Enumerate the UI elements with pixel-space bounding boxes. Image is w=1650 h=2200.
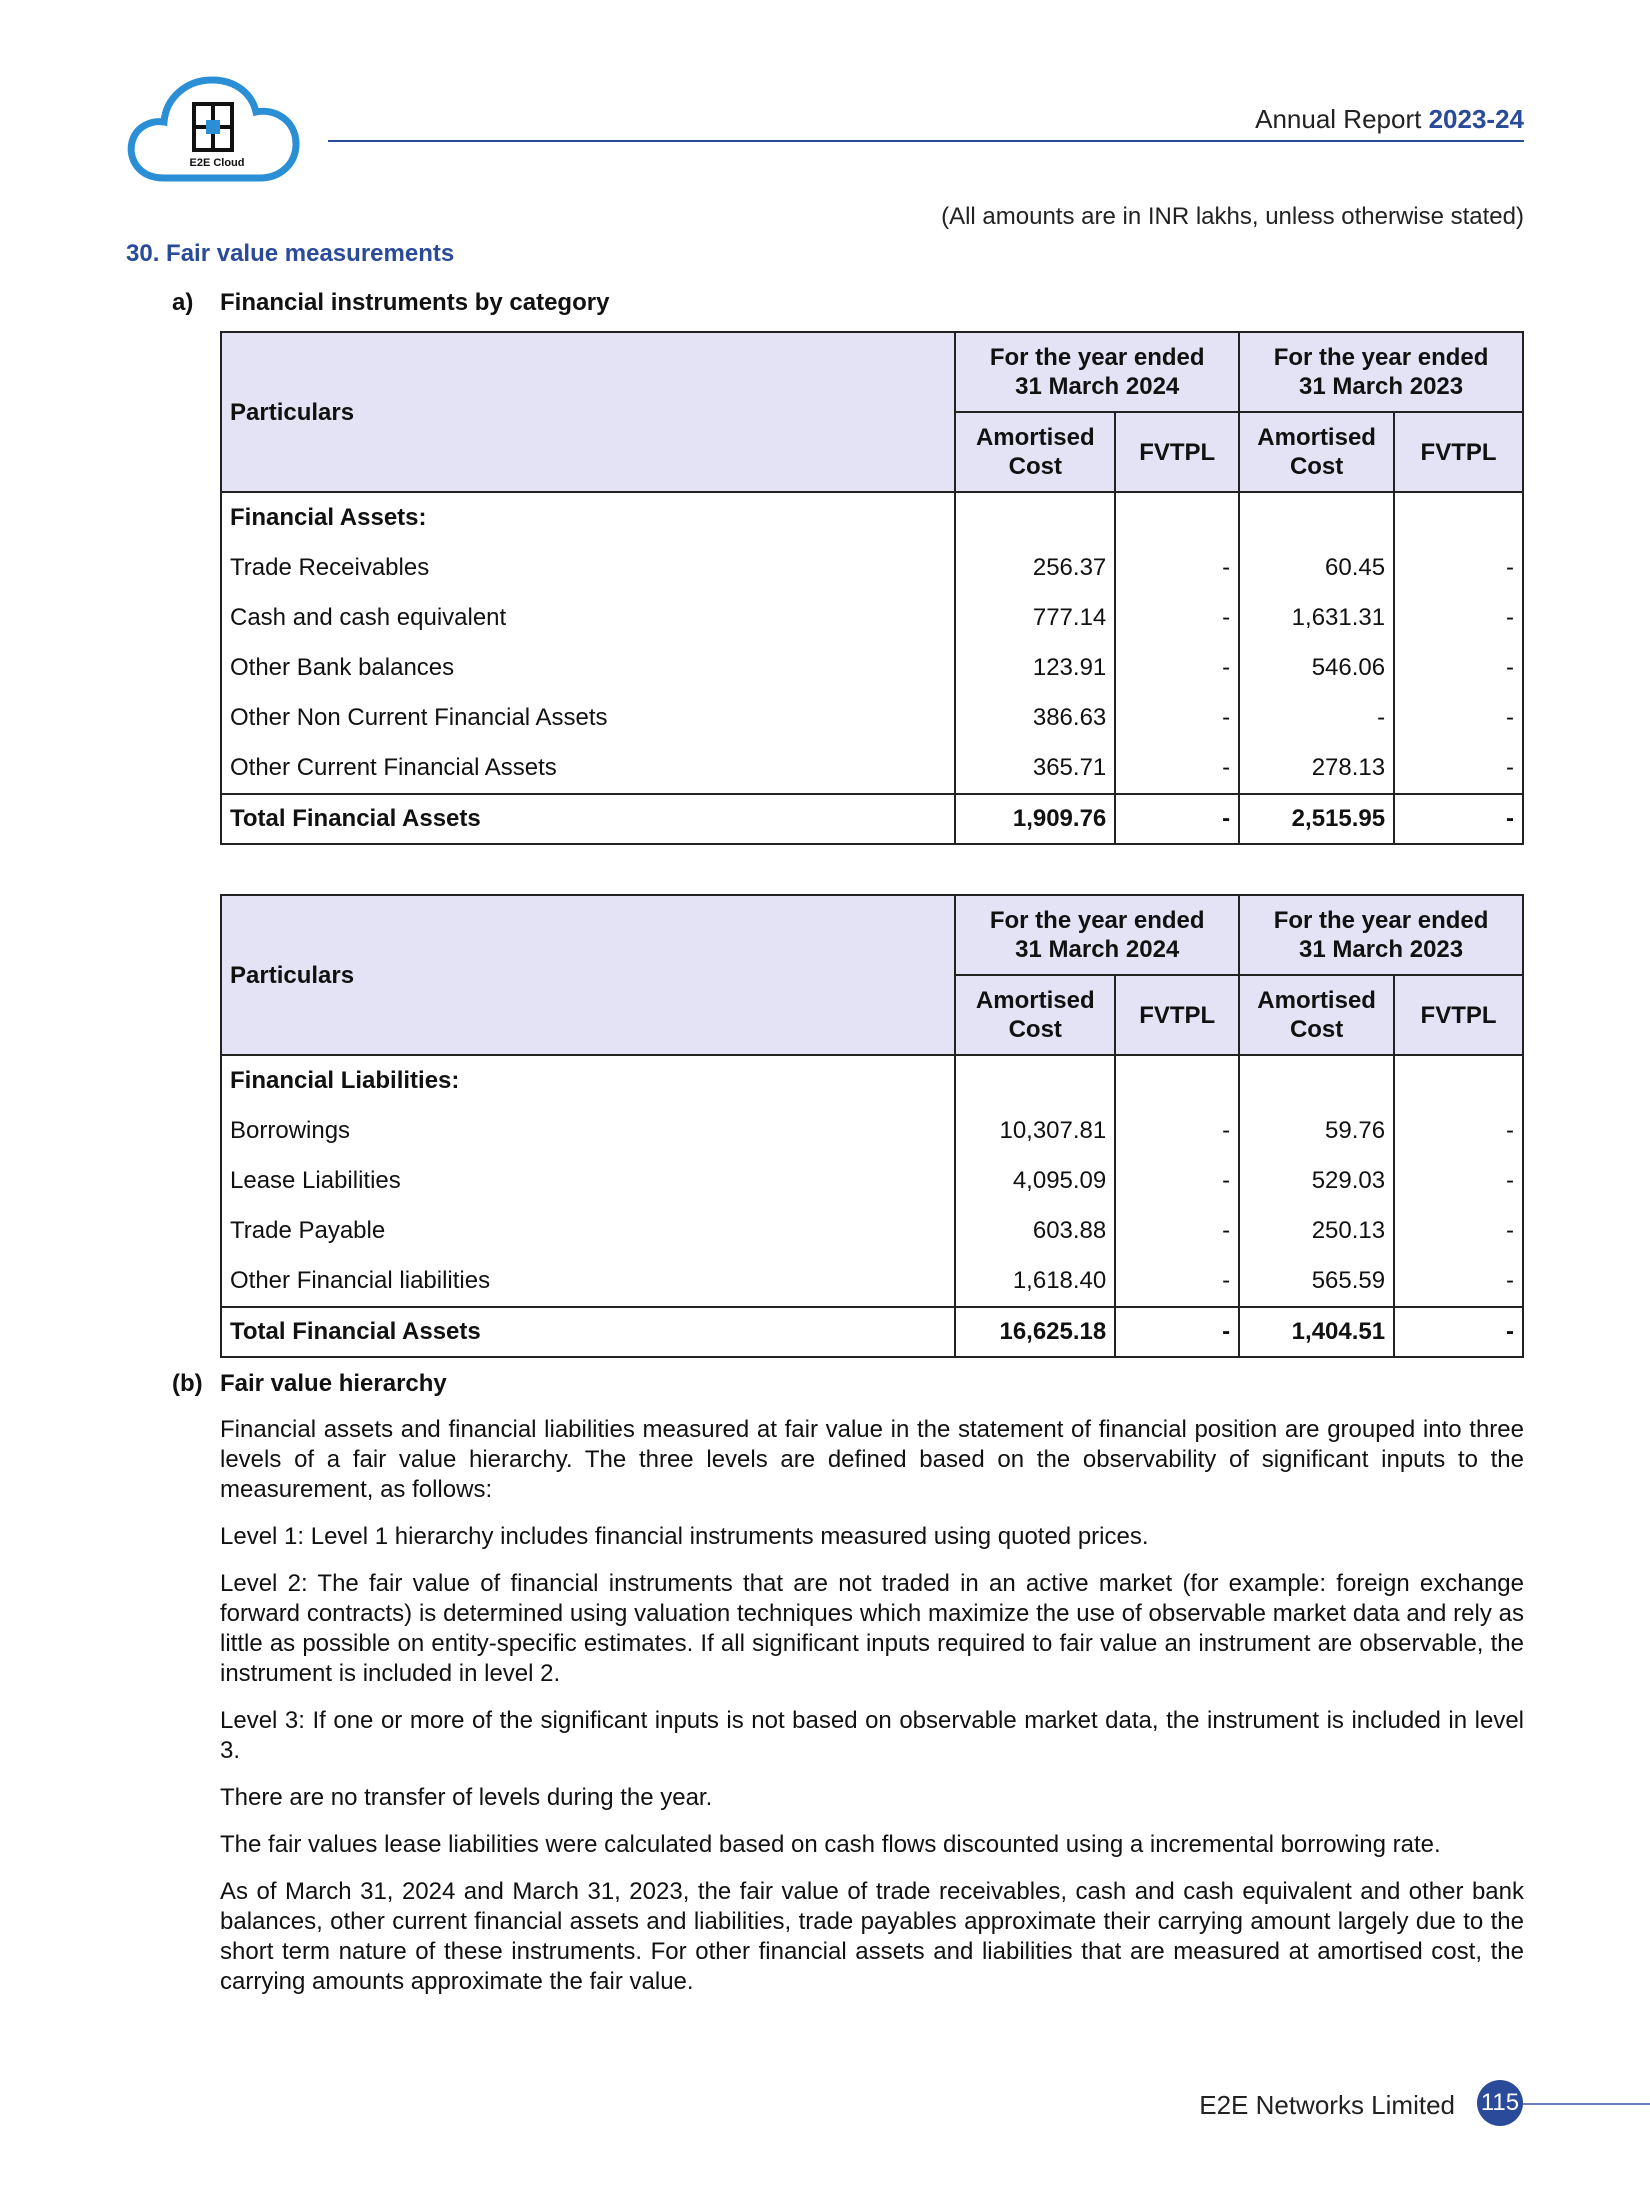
cell-value: - — [1115, 1256, 1239, 1307]
table-row — [221, 1256, 1523, 1307]
table-row — [221, 543, 1523, 593]
cell-value: 546.06 — [1239, 643, 1394, 693]
cell-value: 10,307.81 — [955, 1106, 1115, 1156]
row-name: Other Bank balances — [221, 643, 955, 693]
cell-value: 250.13 — [1239, 1206, 1394, 1256]
header-year-2024: For the year ended 31 March 2024 — [955, 895, 1239, 975]
total-value: 1,909.76 — [955, 794, 1115, 844]
section-name: Fair value measurements — [166, 240, 455, 267]
total-label: Total Financial Assets — [221, 794, 955, 844]
cell-value: - — [1115, 743, 1239, 794]
cell-value: - — [1394, 1206, 1523, 1256]
cell-value: 529.03 — [1239, 1156, 1394, 1206]
header-fvtpl-2024: FVTPL — [1115, 412, 1239, 492]
header-fvtpl-2024: FVTPL — [1115, 975, 1239, 1055]
cell-value: 60.45 — [1239, 543, 1394, 593]
table-row — [221, 593, 1523, 643]
table-row — [221, 643, 1523, 693]
cell-value: 278.13 — [1239, 743, 1394, 794]
cell-value: - — [1115, 693, 1239, 743]
footer-company: E2E Networks Limited — [1199, 2090, 1455, 2120]
cell-value: 123.91 — [955, 643, 1115, 693]
paragraph: Level 2: The fair value of financial instruments that are not traded in an active market (for example: foreign exchange forward contracts) is determined using valuation techniques which maximize the use of observable market data and rely as little as possible on entity-specific estimates. If all significant inputs required to fair value an instrument are observable, the instrument is included in level 2. — [220, 1570, 1524, 1687]
logo-text: E2E Cloud — [189, 157, 245, 169]
header-year-2024: For the year ended 31 March 2024 — [955, 332, 1239, 412]
cell-value: - — [1394, 1156, 1523, 1206]
report-label: Annual Report — [1255, 104, 1422, 134]
cell-value: 1,618.40 — [955, 1256, 1115, 1307]
header-amortised-cost-2024: Amortised Cost — [955, 975, 1115, 1055]
cell-value: - — [1394, 1106, 1523, 1156]
paragraph: There are no transfer of levels during the year. — [220, 1784, 713, 1811]
total-value: 2,515.95 — [1239, 794, 1394, 844]
cell-value: 1,631.31 — [1239, 593, 1394, 643]
total-value: 1,404.51 — [1239, 1307, 1394, 1357]
total-row — [221, 1307, 1523, 1357]
paragraph: As of March 31, 2024 and March 31, 2023, the fair value of trade receivables, cash and cash equivalent and other bank balances, other current financial assets and liabilities, trade payables approximate their carrying amount largely due to the short term nature of these instruments. For other financial assets and liabilities that are measured at amortised cost, the carrying amounts approximate the fair value. — [220, 1878, 1524, 1995]
part-a-label: a) — [172, 289, 194, 316]
row-name: Borrowings — [221, 1106, 955, 1156]
cell-value: 4,095.09 — [955, 1156, 1115, 1206]
financial-liabilities-table — [220, 894, 1524, 1358]
row-name: Other Non Current Financial Assets — [221, 693, 955, 743]
table-row — [221, 693, 1523, 743]
cell-value: 59.76 — [1239, 1106, 1394, 1156]
cell-value: - — [1394, 643, 1523, 693]
total-row — [221, 794, 1523, 844]
paragraph: The fair values lease liabilities were calculated based on cash flows discounted using a incremental borrowing rate. — [220, 1831, 1441, 1858]
table-row — [221, 1206, 1523, 1256]
header-fvtpl-2023: FVTPL — [1394, 412, 1523, 492]
table-row — [221, 1106, 1523, 1156]
paragraph: Financial assets and financial liabilities measured at fair value in the statement of financial position are grouped into three levels of a fair value hierarchy. The three levels are defined based on the observability of significant inputs to the measurement, as follows: — [220, 1416, 1524, 1503]
part-b-label: (b) — [172, 1370, 203, 1397]
header-fvtpl-2023: FVTPL — [1394, 975, 1523, 1055]
total-value: - — [1394, 794, 1523, 844]
cell-value: 603.88 — [955, 1206, 1115, 1256]
cell-value: 386.63 — [955, 693, 1115, 743]
section-title — [126, 240, 454, 268]
header-amortised-cost-2023: Amortised Cost — [1239, 975, 1394, 1055]
cell-value: - — [1394, 1256, 1523, 1307]
cell-value: - — [1115, 643, 1239, 693]
cell-value: 365.71 — [955, 743, 1115, 794]
e2e-cloud-logo — [124, 60, 304, 185]
fair-value-hierarchy-text — [220, 1415, 1524, 2014]
cell-value: - — [1115, 1156, 1239, 1206]
row-name: Other Financial liabilities — [221, 1256, 955, 1307]
cell-value: - — [1239, 693, 1394, 743]
header-rule — [328, 140, 1524, 142]
row-name: Trade Payable — [221, 1206, 955, 1256]
group-label: Financial Assets: — [221, 492, 955, 543]
page-number: 115 — [1477, 2080, 1523, 2126]
amounts-note: (All amounts are in INR lakhs, unless otherwise stated) — [941, 203, 1524, 230]
paragraph: Level 3: If one or more of the significant inputs is not based on observable market data, the instrument is included in level 3. — [220, 1707, 1524, 1764]
cell-value: 565.59 — [1239, 1256, 1394, 1307]
header-year-2023: For the year ended 31 March 2023 — [1239, 332, 1523, 412]
group-label: Financial Liabilities: — [221, 1055, 955, 1106]
part-b-title — [172, 1370, 447, 1398]
cell-value: - — [1394, 743, 1523, 794]
paragraph: Level 1: Level 1 hierarchy includes financial instruments measured using quoted prices. — [220, 1523, 1149, 1550]
header-particulars: Particulars — [221, 895, 955, 1055]
cell-value: - — [1115, 593, 1239, 643]
header-amortised-cost-2023: Amortised Cost — [1239, 412, 1394, 492]
cell-value: 256.37 — [955, 543, 1115, 593]
part-a-title — [172, 289, 609, 317]
total-value: - — [1115, 794, 1239, 844]
financial-assets-table — [220, 331, 1524, 845]
row-name: Trade Receivables — [221, 543, 955, 593]
row-name: Cash and cash equivalent — [221, 593, 955, 643]
section-number: 30. — [126, 240, 160, 267]
header-year-2023: For the year ended 31 March 2023 — [1239, 895, 1523, 975]
header-title — [1255, 104, 1524, 135]
total-value: 16,625.18 — [955, 1307, 1115, 1357]
header-particulars: Particulars — [221, 332, 955, 492]
header-amortised-cost-2024: Amortised Cost — [955, 412, 1115, 492]
cell-value: - — [1394, 693, 1523, 743]
cell-value: - — [1115, 1206, 1239, 1256]
footer-rule — [1523, 2103, 1650, 2105]
cell-value: 777.14 — [955, 593, 1115, 643]
total-label: Total Financial Assets — [221, 1307, 955, 1357]
part-a-name: Financial instruments by category — [220, 289, 610, 316]
cell-value: - — [1115, 543, 1239, 593]
part-b-name: Fair value hierarchy — [220, 1370, 447, 1397]
cell-value: - — [1394, 593, 1523, 643]
table-row — [221, 743, 1523, 794]
table-row — [221, 1156, 1523, 1206]
total-value: - — [1115, 1307, 1239, 1357]
total-value: - — [1394, 1307, 1523, 1357]
row-name: Lease Liabilities — [221, 1156, 955, 1206]
table-row — [221, 492, 1523, 543]
cell-value: - — [1115, 1106, 1239, 1156]
report-year: 2023-24 — [1428, 104, 1524, 134]
cell-value: - — [1394, 543, 1523, 593]
row-name: Other Current Financial Assets — [221, 743, 955, 794]
table-row — [221, 1055, 1523, 1106]
